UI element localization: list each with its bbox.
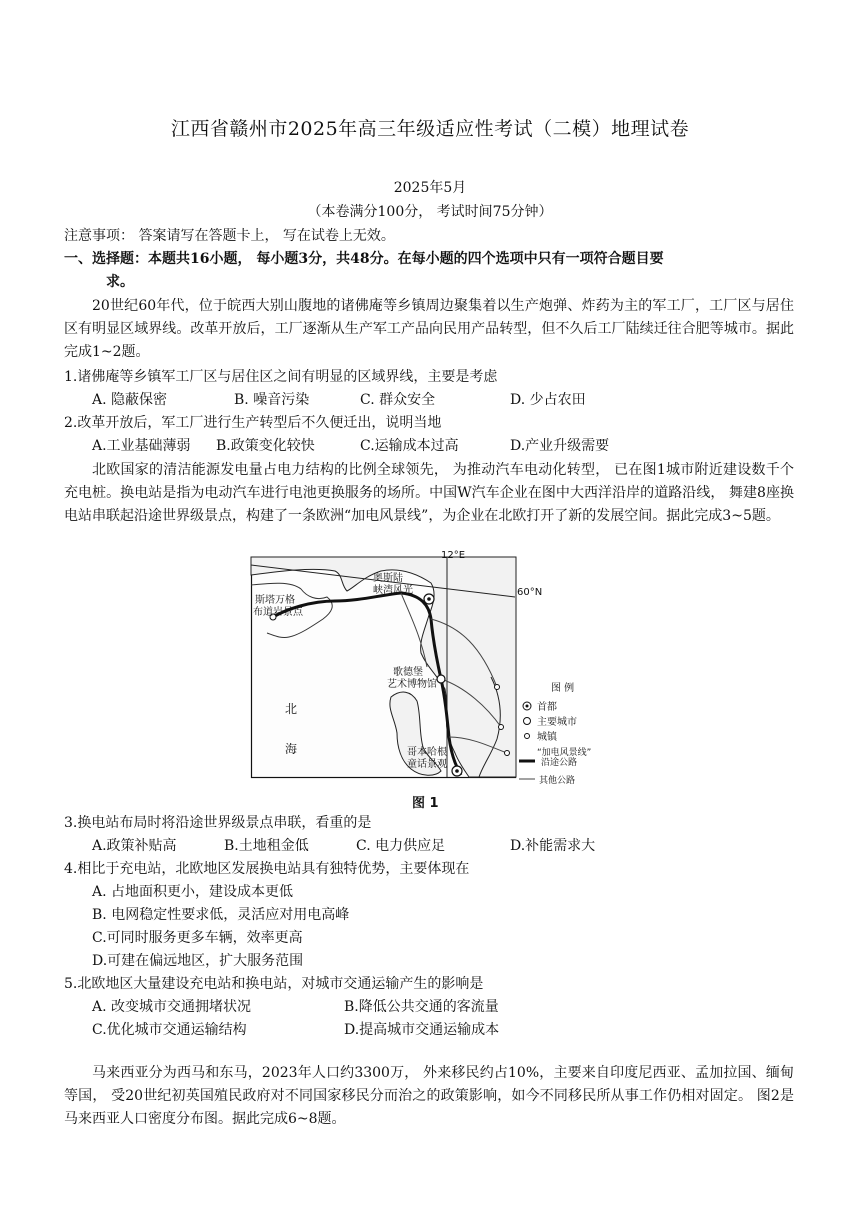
notice: 注意事项： 答案请写在答题卡上， 写在试卷上无效。 xyxy=(64,228,395,244)
map-label-stavanger-2: 布道岩景点 xyxy=(253,607,303,618)
q1-option-b: B. 噪音污染 xyxy=(234,392,310,408)
q5-option-a: A. 改变城市交通拥堵状况 xyxy=(92,999,252,1015)
passage-1: 20世纪60年代，位于皖西大别山腹地的诸佛庵等乡镇周边聚集着以生产炮弹、炸药为主的军工厂，工厂区与居住区有明显区域界线。改革开放后，工厂逐渐从生产军工产品向民用产品转型，但不久后工厂陆续迁往合肥等城市。据此完成1~2题。 xyxy=(64,298,794,360)
map-label-oslo-2: 峡湾风光 xyxy=(373,585,413,596)
q2-option-c: C.运输成本过高 xyxy=(360,438,459,454)
map-label-sea-2: 海 xyxy=(285,742,298,756)
q3-option-c: C. 电力供应足 xyxy=(356,838,446,854)
q2-option-d: D.产业升级需要 xyxy=(510,438,610,454)
legend-major-city: 主要城市 xyxy=(537,717,577,728)
question-4-stem: 4.相比于充电站，北欧地区发展换电站具有独特优势，主要体现在 xyxy=(64,861,470,877)
map-label-stavanger-1: 斯塔万格 xyxy=(255,595,295,606)
q5-option-c: C.优化城市交通运输结构 xyxy=(92,1022,247,1038)
gothenburg-city-marker xyxy=(437,675,445,683)
figure-1-caption: 图 1 xyxy=(412,796,439,811)
question-3-stem: 3.换电站布局时将沿途世界级景点串联，看重的是 xyxy=(64,815,372,831)
q5-option-b: B.降低公共交通的客流量 xyxy=(344,999,499,1015)
passage-3: 马来西亚分为西马和东马，2023年人口约3300万， 外来移民约占10%，主要来自印度尼西亚、孟加拉国、缅甸等国， 受20世纪初英国殖民政府对不同国家移民分而治之的政策影响，如今不同移民所从事工作仍相对固定。 图2是马来西亚人口密度分布图。据此完成6~8题。 xyxy=(64,1065,794,1127)
question-2-stem: 2.改革开放后，军工厂进行生产转型后不久便迁出，说明当地 xyxy=(64,415,442,431)
q4-option-a: A. 占地面积更小，建设成本更低 xyxy=(92,884,294,900)
question-5-stem: 5.北欧地区大量建设充电站和换电站，对城市交通运输产生的影响是 xyxy=(64,976,484,992)
town-marker xyxy=(495,685,500,690)
q1-option-a: A. 隐蔽保密 xyxy=(92,392,168,408)
q1-option-c: C. 群众安全 xyxy=(360,392,436,408)
q4-option-c: C.可同时服务更多车辆，效率更高 xyxy=(92,930,303,946)
q2-option-b: B.政策变化较快 xyxy=(216,438,315,454)
town-marker xyxy=(499,725,504,730)
map-label-12e: 12°E xyxy=(441,550,466,561)
town-marker xyxy=(505,751,510,756)
map-label-gothenburg-2: 艺术博物馆 xyxy=(387,679,437,690)
question-1-stem: 1.诸佛庵等乡镇军工厂区与居住区之间有明显的区域界线，主要是考虑 xyxy=(64,369,498,385)
section1-heading: 一、选择题：本题共16小题， 每小题3分，共48分。在每小题的四个选项中只有一项符合题目要 xyxy=(64,251,664,267)
q3-option-d: D.补能需求大 xyxy=(510,838,596,854)
passage-2: 北欧国家的清洁能源发电量占电力结构的比例全球领先， 为推动汽车电动化转型， 已在图1城市附近建设数千个充电桩。换电站是指为电动汽车进行电池更换服务的场所。中国W汽车企业在图中大西洋沿岸的道路沿线， 舞建8座换电站串联起沿途世界级景点，构建了一条欧洲“加电风景线”，为企业在北欧打开了新的发展空间。据此完成3~5题。 xyxy=(64,462,794,524)
legend-capital: 首都 xyxy=(537,702,557,713)
map-label-oslo-1: 奥斯陆 xyxy=(373,573,403,584)
map-label-copenhagen-1: 哥本哈根 xyxy=(407,747,447,758)
legend-town: 城镇 xyxy=(537,732,557,743)
q4-option-d: D.可建在偏远地区，扩大服务范围 xyxy=(92,953,304,969)
legend-route-2: 沿途公路 xyxy=(541,758,578,768)
q2-option-a: A.工业基础薄弱 xyxy=(92,438,191,454)
q5-option-d: D.提高城市交通运输成本 xyxy=(344,1022,500,1038)
figure-1-map xyxy=(251,557,592,810)
legend-route-1: “加电风景线” xyxy=(537,748,592,758)
map-label-sea-1: 北 xyxy=(285,702,298,716)
map-label-copenhagen-2: 童话景观 xyxy=(407,759,447,770)
legend-other-road: 其他公路 xyxy=(539,776,576,786)
map-label-60n: 60°N xyxy=(517,587,543,598)
q1-option-d: D. 少占农田 xyxy=(510,392,586,408)
exam-info: （本卷满分100分， 考试时间75分钟） xyxy=(307,204,553,220)
exam-date: 2025年5月 xyxy=(393,180,467,196)
exam-title: 江西省赣州市2025年高三年级适应性考试（二模）地理试卷 xyxy=(170,118,690,140)
q4-option-b: B. 电网稳定性要求低，灵活应对用电高峰 xyxy=(92,907,350,923)
legend-title: 图 例 xyxy=(551,683,575,694)
section1-heading-cont: 求。 xyxy=(106,274,134,290)
map-label-gothenburg-1: 歌德堡 xyxy=(393,667,423,678)
q3-option-b: B.土地租金低 xyxy=(224,838,309,854)
q3-option-a: A.政策补贴高 xyxy=(92,838,177,854)
